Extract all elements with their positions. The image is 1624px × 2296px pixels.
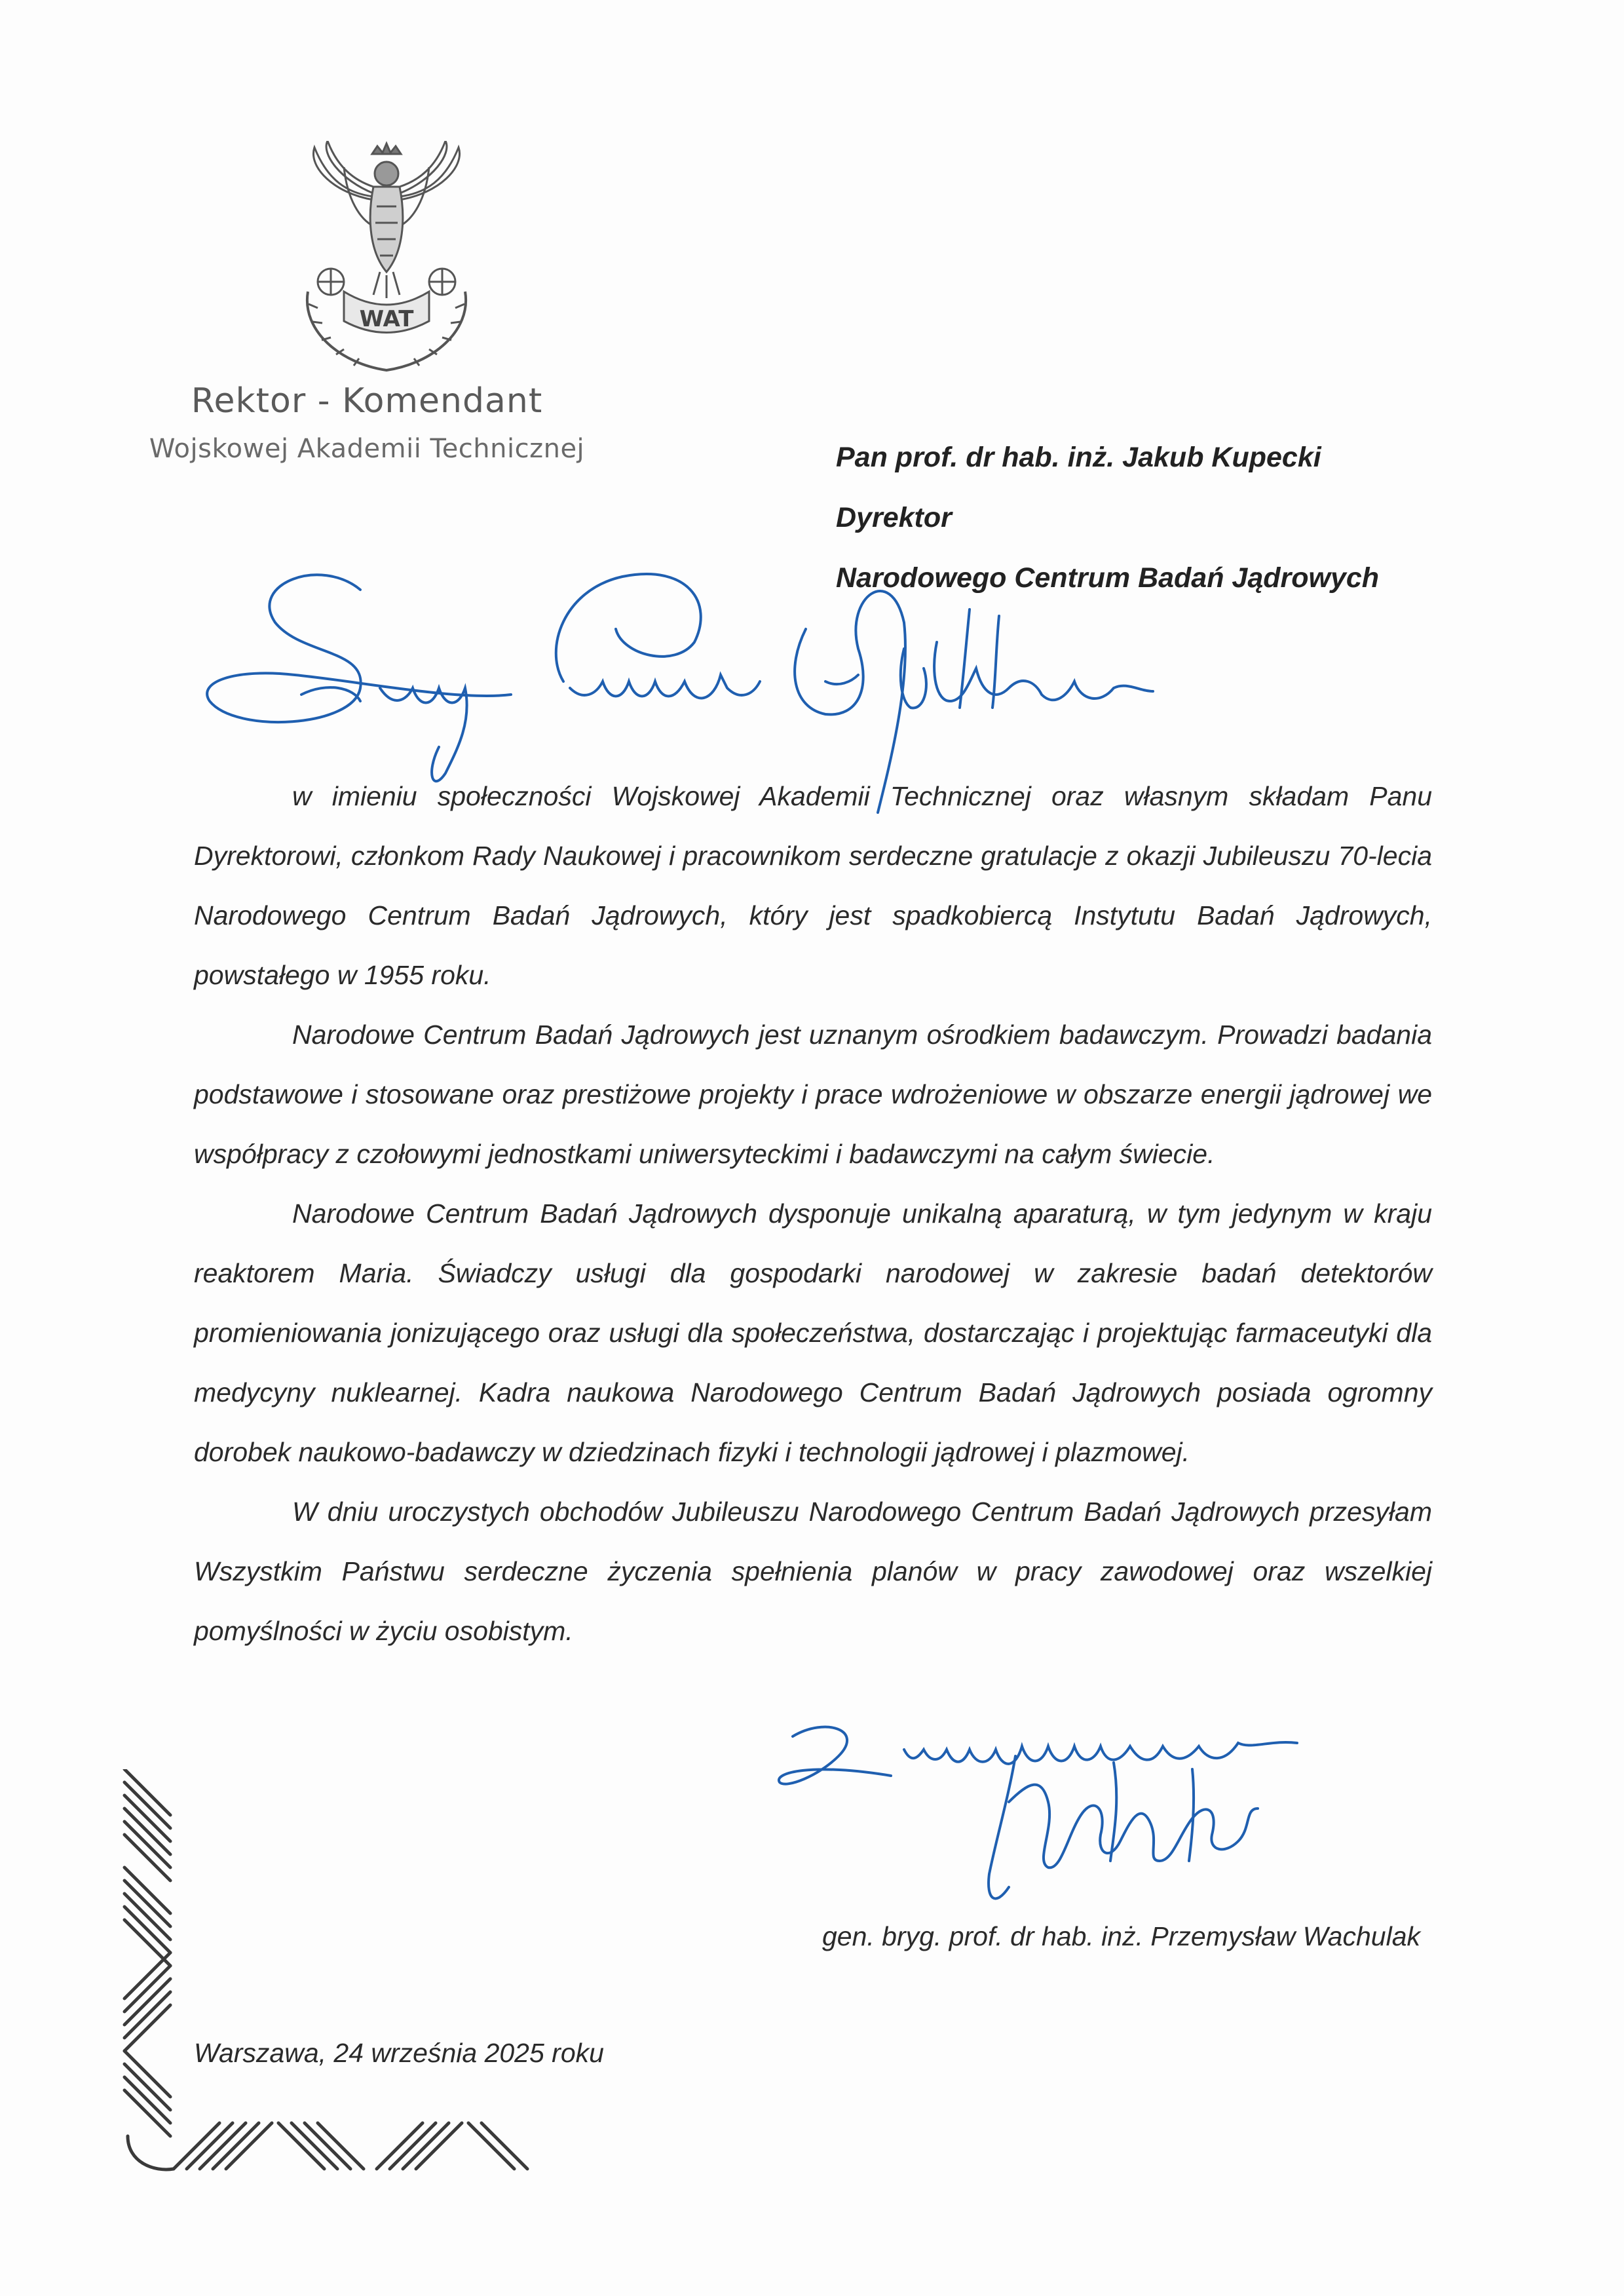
- letterhead-subtitle: Wojskowej Akademii Technicznej: [149, 434, 585, 464]
- emblem-label: WAT: [359, 306, 414, 332]
- letterhead-title: Rektor - Komendant: [191, 381, 543, 421]
- addressee-position: Dyrektor: [836, 502, 952, 533]
- eagle-emblem-icon: [282, 141, 491, 383]
- paragraph-3: Narodowe Centrum Badań Jądrowych dysponuje unikalną aparaturą, w tym jedynym w kraju reaktorem Maria. Świadczy usługi dla gospodarki narodowej w zakresie badań detektorów promieniowania jonizującego oraz usługi dla społeczeństwa, dostarczając i projektując farmaceutyki dla medycyny nuklearnej. Kadra naukowa Narodowego Centrum Badań Jądrowych posiada ogromny dorobek naukowo-badawczy w dziedzinach fizyki i technologii jądrowej i plazmowej.: [194, 1198, 1432, 1467]
- addressee-name: Pan prof. dr hab. inż. Jakub Kupecki: [836, 442, 1321, 473]
- signer-name: gen. bryg. prof. dr hab. inż. Przemysław Wachulak: [821, 1921, 1420, 1951]
- place-and-date: Warszawa, 24 września 2025 roku: [194, 2038, 604, 2068]
- paragraph-4: W dniu uroczystych obchodów Jubileuszu Narodowego Centrum Badań Jądrowych przesyłam Wszystkim Państwu serdeczne życzenia spełnienia planów w pracy zawodowej oraz wszelkiej pomyślności w życiu osobistym.: [194, 1497, 1432, 1646]
- letter-body: [194, 767, 1432, 1661]
- paragraph-1: w imieniu społeczności Wojskowej Akademii Technicznej oraz własnym składam Panu Dyrektorowi, członkom Rady Naukowej i pracownikom serdeczne gratulacje z okazji Jubileuszu 70-lecia Narodowego Centrum Badań Jądrowych, który jest spadkobiercą Instytutu Badań Jądrowych, powstałego w 1955 roku.: [194, 781, 1432, 990]
- paragraph-2: Narodowe Centrum Badań Jądrowych jest uznanym ośrodkiem badawczym. Prowadzi badania podstawowe i stosowane oraz prestiżowe projekty i prace wdrożeniowe w obszarze energii jądrowej we współpracy z czołowymi jednostkami uniwersyteckimi i badawczymi na całym świecie.: [194, 1020, 1432, 1169]
- handwritten-closing-signature: [773, 1710, 1343, 1920]
- closing-signature-icon: [773, 1710, 1343, 1920]
- wat-eagle-emblem: [282, 141, 491, 383]
- addressee-institution: Narodowego Centrum Badań Jądrowych: [836, 562, 1380, 594]
- decorative-corner-border: [115, 1769, 534, 2175]
- corner-pattern-icon: [115, 1769, 534, 2175]
